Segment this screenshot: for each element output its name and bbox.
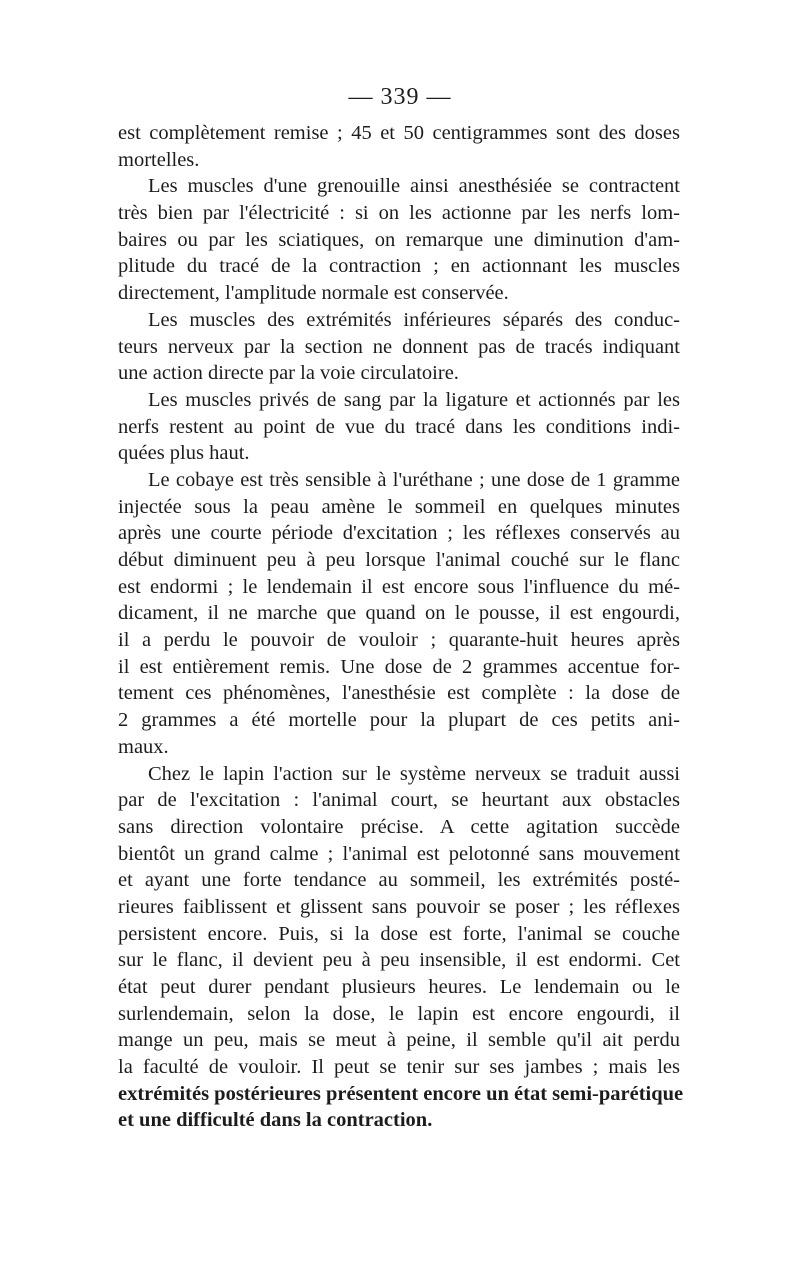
text-line: teurs nerveux par la section ne donnent pas de tracés indiquant <box>118 335 680 358</box>
text-line: est complètement remise ; 45 et 50 centigrammes sont des doses <box>118 122 680 144</box>
text-line: une action directe par la voie circulatoire. <box>118 362 459 385</box>
text-line: très bien par l'électricité : si on les actionne par les nerfs lom- <box>118 202 680 225</box>
text-line: il a perdu le pouvoir de vouloir ; quarante-huit heures après <box>118 629 680 652</box>
text-line: 2 grammes a été mortelle pour la plupart de ces petits ani- <box>118 709 680 732</box>
text-line: est endormi ; le lendemain il est encore sous l'influence du mé- <box>118 575 680 598</box>
text-line: sur le flanc, il devient peu à peu insensible, il est endormi. Cet <box>118 949 680 972</box>
text-line: quées plus haut. <box>118 442 250 465</box>
text-line: baires ou par les sciatiques, on remarque une diminution d'am- <box>118 228 680 251</box>
text-line: directement, l'amplitude normale est conservée. <box>118 282 509 305</box>
text-line: et ayant une forte tendance au sommeil, les extrémités posté- <box>118 869 680 892</box>
text-line: après une courte période d'excitation ; les réflexes conservés au <box>118 522 680 545</box>
text-line: dicament, il ne marche que quand on le pousse, il est engourdi, <box>118 602 680 625</box>
body-text <box>118 120 684 1134</box>
text-line: Les muscles d'une grenouille ainsi anesthésiée se contractent <box>148 175 680 198</box>
text-line: Le cobaye est très sensible à l'uréthane ; une dose de 1 gramme <box>148 468 680 491</box>
text-line: rieures faiblissent et glissent sans pouvoir se poser ; les réflexes <box>118 895 680 918</box>
text-line: surlendemain, selon la dose, le lapin est encore engourdi, il <box>118 1002 680 1025</box>
text-line: plitude du tracé de la contraction ; en actionnant les muscles <box>118 255 680 278</box>
text-line: extrémités postérieures présentent encore un état semi-parétique <box>118 1082 684 1105</box>
text-line: état peut durer pendant plusieurs heures. Le lendemain ou le <box>118 976 680 998</box>
text-line: par de l'excitation : l'animal court, se heurtant aux obstacles <box>118 789 680 812</box>
text-line: mortelles. <box>118 148 200 171</box>
text-line: et une difficulté dans la contraction. <box>118 1109 433 1132</box>
text-line: injectée sous la peau amène le sommeil en quelques minutes <box>118 495 680 518</box>
text-line: la faculté de vouloir. Il peut se tenir sur ses jambes ; mais les <box>118 1056 680 1079</box>
text-line: Chez le lapin l'action sur le système nerveux se traduit aussi <box>148 762 680 785</box>
page-number: — 339 — <box>348 84 452 110</box>
text-line: Les muscles privés de sang par la ligature et actionnés par les <box>148 388 680 411</box>
text-line: sans direction volontaire précise. A cette agitation succède <box>118 815 680 838</box>
text-line: maux. <box>118 735 169 758</box>
text-line: il est entièrement remis. Une dose de 2 grammes accentue for- <box>118 655 680 678</box>
text-line: tement ces phénomènes, l'anesthésie est complète : la dose de <box>118 682 680 705</box>
text-line: nerfs restent au point de vue du tracé dans les conditions indi- <box>118 415 680 438</box>
text-line: bientôt un grand calme ; l'animal est pelotonné sans mouvement <box>118 842 680 865</box>
text-line: mange un peu, mais se meut à peine, il semble qu'il ait perdu <box>118 1029 680 1052</box>
text-line: début diminuent peu à peu lorsque l'animal couché sur le flanc <box>118 549 680 571</box>
text-line: persistent encore. Puis, si la dose est forte, l'animal se couche <box>118 922 680 945</box>
text-line: Les muscles des extrémités inférieures séparés des conduc- <box>148 308 680 331</box>
